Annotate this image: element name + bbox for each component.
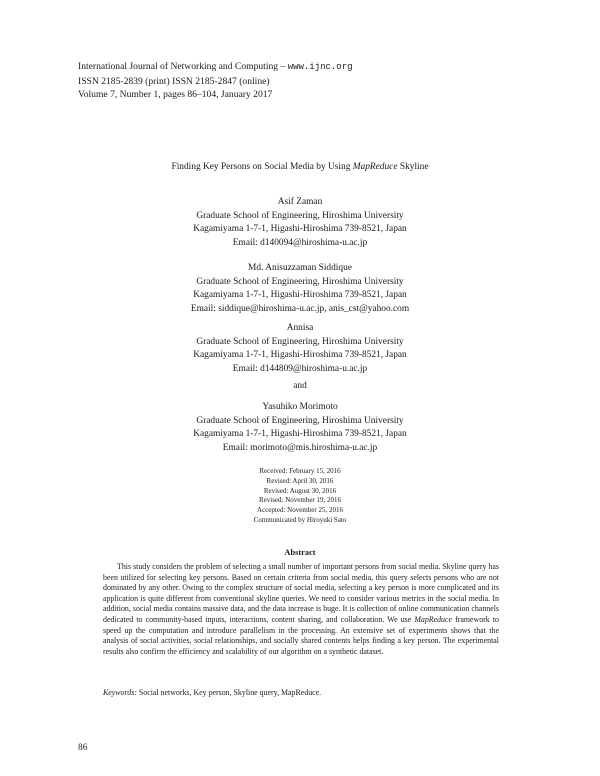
author-email: Email: morimoto@mis.hiroshima-u.ac.jp	[222, 442, 378, 453]
author-separator-and: and	[293, 381, 307, 391]
journal-volume: Volume 7, Number 1, pages 86–104, January 2017	[78, 89, 273, 100]
author-block-3	[0, 322, 600, 376]
author-name: Annisa	[286, 323, 314, 333]
keywords-line	[103, 688, 499, 697]
author-affiliation: Graduate School of Engineering, Hiroshima University	[196, 210, 404, 221]
journal-header	[78, 60, 353, 102]
author-address: Kagamiyama 1-7-1, Higashi-Hiroshima 739-8521, Japan	[193, 224, 407, 234]
author-address: Kagamiyama 1-7-1, Higashi-Hiroshima 739-8521, Japan	[193, 290, 407, 300]
journal-issn: ISSN 2185-2839 (print) ISSN 2185-2847 (online)	[78, 75, 270, 87]
submission-dates	[0, 467, 600, 526]
author-affiliation: Graduate School of Engineering, Hiroshima University	[196, 415, 404, 426]
author-email: Email: d140094@hiroshima-u.ac.jp	[232, 237, 368, 248]
author-name: Md. Anisuzzaman Siddique	[248, 263, 352, 273]
date-revised: Revised: April 30, 2016	[266, 476, 334, 485]
page-number: 86	[78, 743, 88, 753]
author-name: Asif Zaman	[277, 197, 323, 207]
author-affiliation: Graduate School of Engineering, Hiroshima University	[196, 276, 404, 287]
abstract-body: This study considers the problem of selecting a small number of important persons from social media. Skyline query has been utilized for selecting key persons. Based on certain criteria from social media, this query selects persons who are not dominated by any other. Owing to the complex structure of social media, selecting a key person is more complicated and its application is quite different from conventional skyline queries. We need to consider various metrics in the social media. In addition, social media contains massive data, and the data increase is huge. It is collection of online communication channels dedicated to community-based inputs, interactions, content sharing, and collaboration. We use MapReduce framework to speed up the computation and introduce parallelism in the processing. An extensive set of experiments shows that the analysis of social activities, social relationships, and socially shared contents helps finding a key person. The experimental results also confirm the efficiency and scalability of our algorithm on a synthetic dataset.	[103, 562, 499, 656]
keywords-label: Keywords:	[103, 688, 137, 697]
abstract-heading: Abstract	[284, 548, 316, 557]
date-revised: Revised: August 30, 2016	[263, 486, 337, 495]
author-address: Kagamiyama 1-7-1, Higashi-Hiroshima 739-8521, Japan	[193, 350, 407, 360]
journal-line-1: International Journal of Networking and Computing – www.ijnc.org	[78, 61, 353, 72]
author-name: Yasuhiko Morimoto	[262, 402, 338, 412]
author-block-2	[0, 262, 600, 316]
date-received: Received: February 15, 2016	[259, 467, 341, 475]
paper-title: Finding Key Persons on Social Media by Using MapReduce Skyline	[171, 162, 429, 172]
communicated-by: Communicated by Hiroyuki Sato	[253, 515, 347, 524]
author-email: Email: d144809@hiroshima-u.ac.jp	[232, 363, 368, 374]
author-block-1	[0, 196, 600, 250]
author-email: Email: siddique@hiroshima-u.ac.jp, anis_cst@yahoo.com	[190, 303, 410, 314]
author-address: Kagamiyama 1-7-1, Higashi-Hiroshima 739-8521, Japan	[193, 429, 407, 439]
keywords-text: Social networks, Key person, Skyline query, MapReduce.	[136, 688, 322, 697]
author-affiliation: Graduate School of Engineering, Hiroshima University	[196, 336, 404, 347]
author-block-4	[0, 401, 600, 455]
date-revised: Revised: November 19, 2016	[258, 496, 342, 505]
journal-url: www.ijnc.org	[287, 62, 353, 72]
date-accepted: Accepted: November 25, 2016	[257, 506, 343, 515]
